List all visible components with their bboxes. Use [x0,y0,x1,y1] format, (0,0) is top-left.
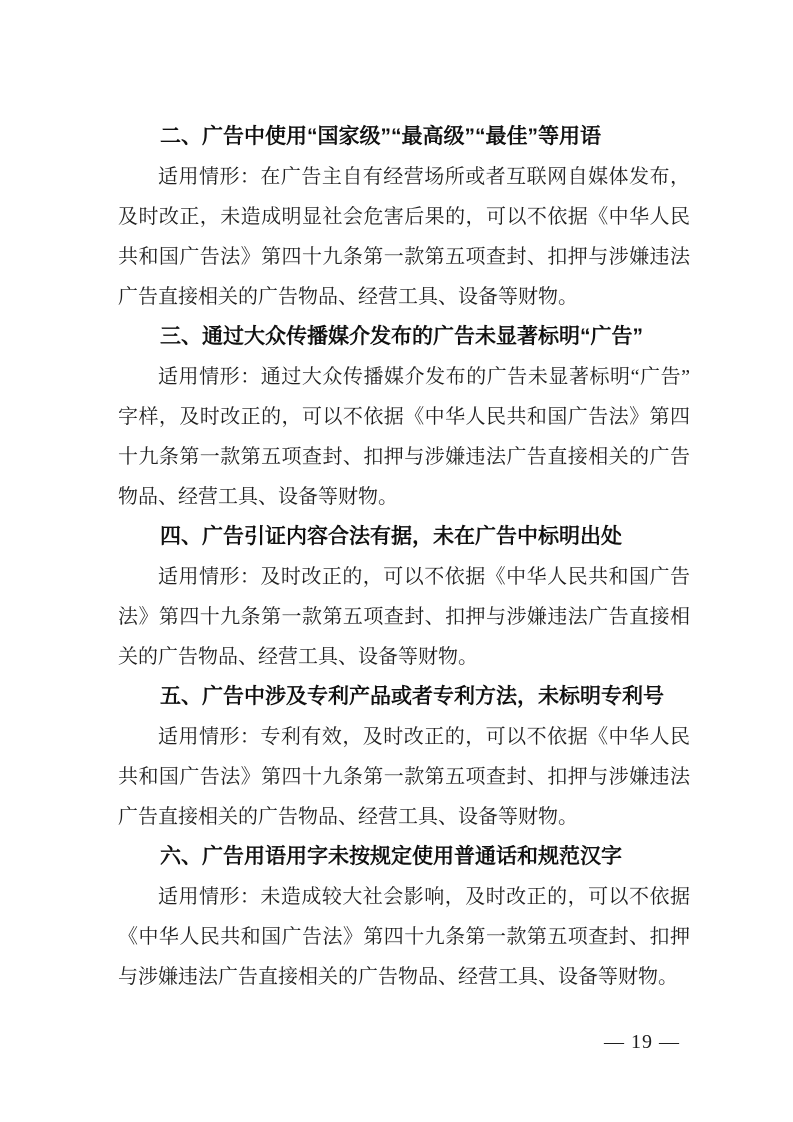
section-body: 适用情形：专利有效，及时改正的，可以不依据《中华人民共和国广告法》第四十九条第一款第五项查封、扣押与涉嫌违法广告直接相关的广告物品、经营工具、设备等财物。 [118,726,690,828]
section-heading: 二、广告中使用“国家级”“最高级”“最佳”等用语 [160,125,601,148]
section-heading: 四、广告引证内容合法有据，未在广告中标明出处 [160,525,622,548]
section-body: 适用情形：在广告主自有经营场所或者互联网自媒体发布，及时改正，未造成明显社会危害后果的，可以不依据《中华人民共和国广告法》第四十九条第一款第五项查封、扣押与涉嫌违法广告直接相关的广告物品、经营工具、设备等财物。 [118,166,690,308]
section-6 [118,837,690,997]
section-body: 适用情形：通过大众传播媒介发布的广告未显著标明“广告”字样，及时改正的，可以不依据《中华人民共和国广告法》第四十九条第一款第五项查封、扣押与涉嫌违法广告直接相关的广告物品、经营工具、设备等财物。 [118,366,690,508]
section-body: 适用情形：及时改正的，可以不依据《中华人民共和国广告法》第四十九条第一款第五项查封、扣押与涉嫌违法广告直接相关的广告物品、经营工具、设备等财物。 [118,566,690,668]
page-number: — 19 — [604,1031,680,1053]
section-heading: 六、广告用语用字未按规定使用普通话和规范汉字 [160,845,622,868]
section-heading: 三、通过大众传播媒介发布的广告未显著标明“广告” [160,325,643,348]
page-footer [604,1030,680,1054]
section-body: 适用情形：未造成较大社会影响，及时改正的，可以不依据《中华人民共和国广告法》第四十九条第一款第五项查封、扣押与涉嫌违法广告直接相关的广告物品、经营工具、设备等财物。 [118,886,690,988]
section-3 [118,317,690,517]
section-4 [118,517,690,677]
section-heading: 五、广告中涉及专利产品或者专利方法，未标明专利号 [160,685,664,708]
page-content [118,117,690,997]
section-5 [118,677,690,837]
section-2 [118,117,690,317]
